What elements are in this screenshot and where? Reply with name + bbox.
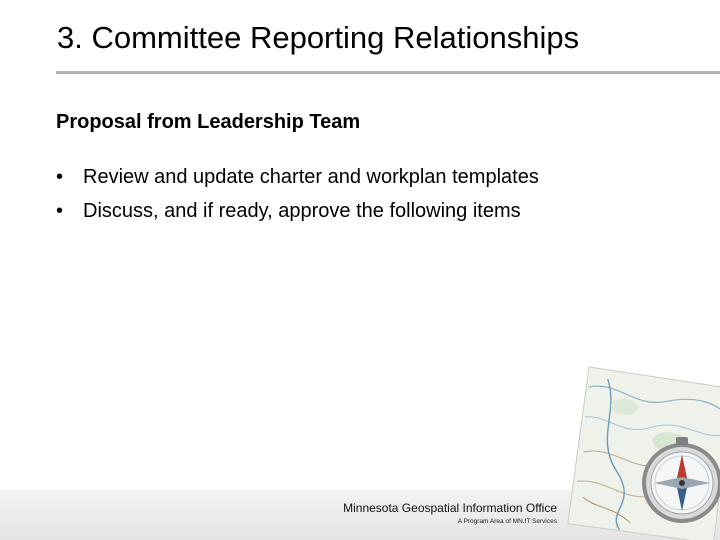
footer (343, 501, 557, 527)
bullet-glyph: • (56, 166, 64, 188)
bullet-text: Review and update charter and workplan templates (83, 166, 539, 188)
map-and-compass-icon (560, 365, 720, 540)
slide-title: 3. Committee Reporting Relationships (57, 20, 580, 55)
title-divider (56, 71, 720, 74)
bullet-list (56, 160, 539, 228)
slide-subtitle: Proposal from Leadership Team (56, 111, 361, 133)
bullet-text: Discuss, and if ready, approve the following items (83, 200, 521, 222)
footer-organization: Minnesota Geospatial Information Office (343, 501, 557, 515)
footer-tagline: A Program Area of MN.IT Services (457, 518, 557, 525)
bullet-glyph: • (56, 200, 64, 222)
bullet-item (56, 194, 539, 228)
bullet-item (56, 160, 539, 194)
